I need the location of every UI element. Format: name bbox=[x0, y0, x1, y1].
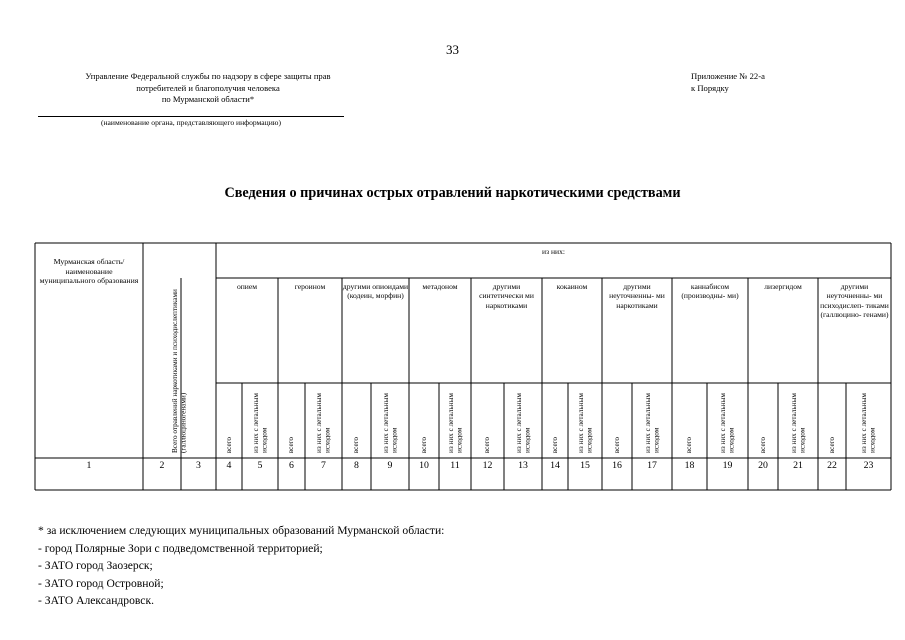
subheader-fatal bbox=[439, 383, 471, 458]
group-header-text: кокаином bbox=[556, 282, 588, 291]
column-number bbox=[35, 458, 143, 490]
subheader-total-text: всего bbox=[483, 436, 492, 453]
column-number bbox=[672, 458, 707, 490]
column-number bbox=[504, 458, 542, 490]
subheader-total-text: всего bbox=[758, 436, 767, 453]
subheader-fatal bbox=[504, 383, 542, 458]
column-number-text: 18 bbox=[684, 460, 695, 471]
column-number bbox=[632, 458, 672, 490]
column-number bbox=[471, 458, 504, 490]
column-number-text: 17 bbox=[647, 460, 657, 471]
column-number-text: 21 bbox=[793, 460, 803, 471]
subheader-total bbox=[471, 383, 504, 458]
column-number bbox=[818, 458, 846, 490]
group-header-text: другими синтетически ми наркотиками bbox=[479, 282, 534, 310]
total-header-text: Всего отравлений наркотиками и психодислептиками (галлюциногенами) bbox=[171, 289, 188, 453]
subheader-total bbox=[342, 383, 371, 458]
group-header-text: другими опиоидами (кодеин, морфин) bbox=[342, 282, 409, 301]
document-title: Сведения о причинах острых отравлений наркотическими средствами bbox=[224, 185, 681, 201]
subheader-total-text: всего bbox=[550, 436, 559, 453]
subheader-fatal-text: из них с летальным исходом bbox=[251, 393, 268, 453]
column-number-text: 6 bbox=[289, 460, 294, 471]
group-header bbox=[748, 278, 818, 383]
subheader-total-text: всего bbox=[352, 436, 361, 453]
group-header bbox=[471, 278, 542, 383]
footnote-line: - ЗАТО город Заозерск; bbox=[38, 559, 153, 573]
subheader-fatal bbox=[846, 383, 891, 458]
column-number-text: 4 bbox=[226, 460, 232, 471]
column-number bbox=[409, 458, 439, 490]
footnote bbox=[38, 522, 444, 610]
organization-line: по Мурманской области* bbox=[161, 94, 255, 104]
group-header-text: метадоном bbox=[422, 282, 458, 291]
footnote-line: - город Полярные Зори с подведомственной территорией; bbox=[38, 541, 323, 555]
column-number-text: 19 bbox=[722, 460, 733, 471]
group-header-text: героином bbox=[294, 282, 326, 291]
column-number-text: 5 bbox=[257, 460, 263, 471]
column-number-text: 7 bbox=[321, 460, 326, 471]
group-header-text: опием bbox=[236, 282, 258, 291]
group-header-text: другими неуточненны- ми наркотиками bbox=[609, 282, 665, 310]
column-number bbox=[242, 458, 278, 490]
organization-line: потребителей и благополучия человека bbox=[136, 82, 280, 93]
column-number-text: 8 bbox=[354, 460, 359, 471]
subheader-fatal bbox=[778, 383, 818, 458]
column-number-text: 13 bbox=[518, 460, 528, 471]
subheader-total bbox=[602, 383, 632, 458]
subheader-total bbox=[216, 383, 242, 458]
subheader-total bbox=[748, 383, 778, 458]
subheader-total-text: всего bbox=[287, 436, 296, 453]
column-number bbox=[278, 458, 305, 490]
subheader-fatal-text: из них с летальным исходом bbox=[514, 393, 531, 453]
subheader-fatal-text: из них с летальным исходом bbox=[643, 393, 660, 453]
column-number bbox=[305, 458, 342, 490]
column-number bbox=[846, 458, 891, 490]
appendix-line: к Порядку bbox=[691, 82, 729, 93]
subheader-fatal bbox=[305, 383, 342, 458]
group-header bbox=[818, 278, 891, 383]
column-number bbox=[748, 458, 778, 490]
subheader-total bbox=[818, 383, 846, 458]
subheader-total bbox=[542, 383, 568, 458]
subheader-fatal bbox=[371, 383, 409, 458]
subheader-fatal-text: из них с летальным исходом bbox=[789, 393, 806, 453]
column-number bbox=[602, 458, 632, 490]
of-them-header-text: из них: bbox=[542, 247, 565, 256]
group-header bbox=[672, 278, 748, 383]
group-header-text: лизергидом bbox=[764, 282, 802, 291]
column-number-text: 3 bbox=[196, 460, 201, 471]
subheader-fatal-text: из них с летальным исходом bbox=[576, 393, 593, 453]
column-number bbox=[439, 458, 471, 490]
corner-header-text: Мурманская область/ наименование муниципального образования bbox=[39, 257, 139, 285]
of-them-header bbox=[216, 243, 891, 278]
subheader-fatal-text: из них с летальным исходом bbox=[860, 393, 877, 453]
subheader-fatal-text: из них с летальным исходом bbox=[719, 393, 736, 453]
column-number-text: 11 bbox=[450, 460, 460, 471]
column-number bbox=[143, 458, 181, 490]
column-number-text: 10 bbox=[419, 460, 429, 471]
page-number: 33 bbox=[446, 42, 459, 57]
footnote-line: - ЗАТО Александровск. bbox=[38, 594, 154, 608]
group-header-text: каннабисом (производны- ми) bbox=[681, 282, 739, 301]
subheader-total-text: всего bbox=[419, 436, 428, 453]
column-number-text: 1 bbox=[86, 460, 92, 471]
column-number bbox=[707, 458, 748, 490]
column-number bbox=[542, 458, 568, 490]
subheader-fatal bbox=[632, 383, 672, 458]
group-header bbox=[542, 278, 602, 383]
column-number-text: 9 bbox=[387, 460, 393, 471]
column-number bbox=[342, 458, 371, 490]
column-number-text: 20 bbox=[758, 460, 768, 471]
group-header bbox=[216, 278, 278, 383]
column-number bbox=[181, 458, 216, 490]
organization-caption: (наименование органа, представляющего информацию) bbox=[100, 118, 282, 127]
column-number-text: 16 bbox=[612, 460, 622, 471]
column-number bbox=[216, 458, 242, 490]
subheader-fatal-text: из них с летальным исходом bbox=[381, 393, 398, 453]
subheader-fatal bbox=[242, 383, 278, 458]
subheader-total-text: всего bbox=[827, 436, 836, 453]
column-number-text: 12 bbox=[482, 460, 493, 471]
subheader-total bbox=[278, 383, 305, 458]
group-header bbox=[409, 278, 471, 383]
subheader-total bbox=[409, 383, 439, 458]
group-header bbox=[342, 278, 409, 383]
subheader-total-text: всего bbox=[685, 436, 694, 453]
subheader-total-text: всего bbox=[224, 436, 233, 453]
group-header-text: другими неуточненны- ми психодислеп- тиками (галлюцино- генами) bbox=[820, 282, 889, 320]
subheader-fatal bbox=[707, 383, 748, 458]
corner-header bbox=[35, 243, 143, 458]
appendix-line: Приложение № 22-а bbox=[691, 71, 765, 81]
footnote-line: - ЗАТО город Островной; bbox=[38, 576, 164, 590]
column-number-text: 22 bbox=[827, 460, 837, 471]
subheader-fatal-text: из них с летальным исходом bbox=[446, 393, 463, 453]
column-number bbox=[778, 458, 818, 490]
column-number bbox=[568, 458, 602, 490]
group-header bbox=[602, 278, 672, 383]
organization-line: Управление Федеральной службы по надзору в сфере защиты прав bbox=[85, 71, 331, 81]
subheader-total-text: всего bbox=[612, 436, 621, 453]
total-header bbox=[143, 243, 216, 458]
subheader-fatal-text: из них с летальным исходом bbox=[315, 393, 332, 453]
column-number-text: 15 bbox=[580, 460, 590, 471]
column-number-text: 23 bbox=[863, 460, 874, 471]
subheader-total bbox=[672, 383, 707, 458]
column-number-text: 14 bbox=[550, 460, 560, 471]
column-number bbox=[371, 458, 409, 490]
column-number-text: 2 bbox=[159, 460, 165, 471]
subheader-fatal bbox=[568, 383, 602, 458]
group-header bbox=[278, 278, 342, 383]
footnote-line: * за исключением следующих муниципальных образований Мурманской области: bbox=[38, 524, 445, 537]
